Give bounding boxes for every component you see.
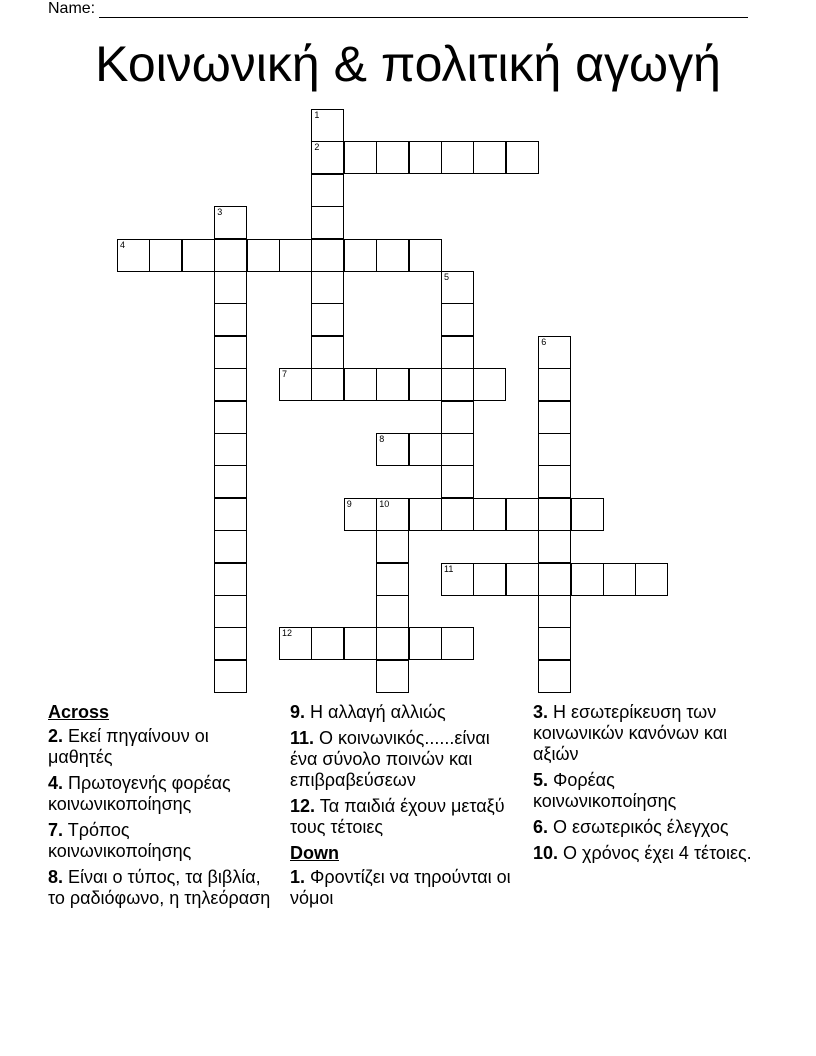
crossword-cell[interactable] bbox=[473, 141, 506, 174]
crossword-cell[interactable] bbox=[441, 563, 474, 596]
clue-down-10 bbox=[533, 843, 759, 864]
clue-number: 1. bbox=[290, 867, 306, 887]
clue-text: Ο χρόνος έχει 4 τέτοιες. bbox=[563, 843, 752, 863]
crossword-cell[interactable] bbox=[214, 563, 247, 596]
clue-across-11 bbox=[290, 728, 516, 791]
crossword-cell[interactable] bbox=[214, 271, 247, 304]
clue-number: 7. bbox=[48, 820, 64, 840]
clues-column-3 bbox=[533, 702, 759, 869]
crossword-cell[interactable] bbox=[279, 368, 312, 401]
crossword-cell[interactable] bbox=[441, 303, 474, 336]
crossword-cell[interactable] bbox=[376, 627, 409, 660]
clue-number: 12. bbox=[290, 796, 316, 816]
crossword-cell[interactable] bbox=[538, 433, 571, 466]
cell-number: 9 bbox=[346, 498, 352, 509]
crossword-cell[interactable] bbox=[376, 563, 409, 596]
crossword-cell[interactable] bbox=[538, 401, 571, 434]
crossword-cell[interactable] bbox=[117, 239, 150, 272]
crossword-cell[interactable] bbox=[311, 109, 344, 142]
crossword-cell[interactable] bbox=[311, 141, 344, 174]
crossword-cell[interactable] bbox=[344, 239, 377, 272]
crossword-cell[interactable] bbox=[182, 239, 215, 272]
crossword-cell[interactable] bbox=[441, 433, 474, 466]
crossword-cell[interactable] bbox=[538, 336, 571, 369]
crossword-cell[interactable] bbox=[506, 141, 539, 174]
clue-number: 3. bbox=[533, 702, 549, 722]
crossword-cell[interactable] bbox=[441, 271, 474, 304]
crossword-cell[interactable] bbox=[603, 563, 636, 596]
crossword-cell[interactable] bbox=[247, 239, 280, 272]
page-title: Κοινωνική & πολιτική αγωγή bbox=[95, 36, 721, 92]
crossword-cell[interactable] bbox=[571, 498, 604, 531]
crossword-cell[interactable] bbox=[473, 498, 506, 531]
clue-across-8 bbox=[48, 867, 274, 909]
cell-number: 1 bbox=[314, 110, 320, 120]
clue-down-5 bbox=[533, 770, 759, 812]
crossword-cell[interactable] bbox=[311, 303, 344, 336]
cell-number: 7 bbox=[282, 369, 288, 380]
crossword-cell[interactable] bbox=[376, 530, 409, 563]
crossword-cell[interactable] bbox=[538, 498, 571, 531]
crossword-cell[interactable] bbox=[344, 627, 377, 660]
crossword-cell[interactable] bbox=[473, 563, 506, 596]
crossword-cell[interactable] bbox=[441, 465, 474, 498]
crossword-cell[interactable] bbox=[344, 498, 377, 531]
clue-text: Τα παιδιά έχουν μεταξύ τους τέτοιες bbox=[290, 796, 505, 837]
crossword-cell[interactable] bbox=[506, 498, 539, 531]
clue-down-6 bbox=[533, 817, 759, 838]
crossword-cell[interactable] bbox=[214, 336, 247, 369]
clue-across-4 bbox=[48, 773, 274, 815]
crossword-cell[interactable] bbox=[311, 271, 344, 304]
cell-number: 8 bbox=[379, 434, 385, 444]
crossword-cell[interactable] bbox=[409, 239, 442, 272]
crossword-cell[interactable] bbox=[214, 530, 247, 563]
clue-down-3 bbox=[533, 702, 759, 765]
clue-text: Φορέας κοινωνικοποίησης bbox=[533, 770, 677, 811]
crossword-cell[interactable] bbox=[441, 627, 474, 660]
crossword-cell[interactable] bbox=[376, 239, 409, 272]
crossword-cell[interactable] bbox=[376, 141, 409, 174]
clue-number: 11. bbox=[290, 728, 315, 748]
clue-text: Η αλλαγή αλλιώς bbox=[310, 702, 446, 722]
crossword-cell[interactable] bbox=[214, 433, 247, 466]
clues-column-2 bbox=[290, 702, 516, 914]
crossword-cell[interactable] bbox=[214, 627, 247, 660]
crossword-cell[interactable] bbox=[214, 660, 247, 693]
crossword-cell[interactable] bbox=[376, 595, 409, 628]
crossword-cell[interactable] bbox=[473, 368, 506, 401]
crossword-cell[interactable] bbox=[214, 368, 247, 401]
clue-text: Ο κοινωνικός......είναι ένα σύνολο ποινών και επιβραβεύσεων bbox=[290, 728, 490, 790]
cell-number: 3 bbox=[217, 207, 223, 218]
clue-number: 2. bbox=[48, 726, 64, 746]
crossword-cell[interactable] bbox=[376, 498, 409, 531]
crossword-cell[interactable] bbox=[214, 401, 247, 434]
crossword-cell[interactable] bbox=[506, 563, 539, 596]
name-underline[interactable] bbox=[99, 2, 748, 18]
crossword-cell[interactable] bbox=[344, 141, 377, 174]
crossword-cell[interactable] bbox=[214, 206, 247, 239]
name-label: Name: bbox=[48, 0, 96, 17]
clue-text: Τρόπος κοινωνικοποίησης bbox=[48, 820, 192, 861]
cell-number: 4 bbox=[120, 239, 126, 250]
crossword-cell[interactable] bbox=[279, 627, 312, 660]
clue-number: 4. bbox=[48, 773, 64, 793]
down-heading: Down bbox=[290, 843, 339, 863]
cell-number: 12 bbox=[282, 628, 293, 639]
crossword-cell[interactable] bbox=[376, 660, 409, 693]
crossword-cell[interactable] bbox=[538, 627, 571, 660]
clue-across-12 bbox=[290, 796, 516, 838]
crossword-cell[interactable] bbox=[538, 563, 571, 596]
clue-text: Φροντίζει να τηρούνται οι νόμοι bbox=[290, 867, 511, 908]
crossword-cell[interactable] bbox=[538, 530, 571, 563]
crossword-cell[interactable] bbox=[409, 498, 442, 531]
clue-number: 5. bbox=[533, 770, 549, 790]
name-field[interactable] bbox=[48, 0, 748, 18]
clue-number: 8. bbox=[48, 867, 64, 887]
cell-number: 11 bbox=[444, 563, 454, 574]
clues-column-1 bbox=[48, 702, 274, 914]
crossword-cell[interactable] bbox=[214, 465, 247, 498]
clue-text: Ο εσωτερικός έλεγχος bbox=[553, 817, 729, 837]
cell-number: 2 bbox=[314, 142, 320, 153]
cell-number: 10 bbox=[379, 498, 390, 509]
crossword-cell[interactable] bbox=[214, 498, 247, 531]
crossword-cell[interactable] bbox=[214, 595, 247, 628]
clue-number: 9. bbox=[290, 702, 306, 722]
crossword-cell[interactable] bbox=[279, 239, 312, 272]
clue-text: Η εσωτερίκευση των κοινωνικών κανόνων και αξιών bbox=[533, 702, 728, 764]
crossword-cell[interactable] bbox=[311, 174, 344, 207]
crossword-cell[interactable] bbox=[538, 368, 571, 401]
crossword-cell[interactable] bbox=[311, 239, 344, 272]
clue-text: Είναι ο τύπος, τα βιβλία, το ραδιόφωνο, η τηλεόραση bbox=[48, 867, 271, 908]
clue-down-1 bbox=[290, 867, 516, 909]
cell-number: 6 bbox=[541, 336, 547, 347]
crossword-cell[interactable] bbox=[441, 368, 474, 401]
crossword-cell[interactable] bbox=[441, 141, 474, 174]
crossword-cell[interactable] bbox=[311, 206, 344, 239]
crossword-cell[interactable] bbox=[538, 595, 571, 628]
crossword-cell[interactable] bbox=[311, 368, 344, 401]
clue-text: Πρωτογενής φορέας κοινωνικοποίησης bbox=[48, 773, 231, 814]
crossword-cell[interactable] bbox=[214, 239, 247, 272]
across-heading: Across bbox=[48, 702, 110, 722]
crossword-cell[interactable] bbox=[409, 141, 442, 174]
crossword-cell[interactable] bbox=[441, 498, 474, 531]
crossword-cell[interactable] bbox=[311, 336, 344, 369]
crossword-cell[interactable] bbox=[538, 660, 571, 693]
crossword-cell[interactable] bbox=[441, 336, 474, 369]
crossword-cell[interactable] bbox=[409, 627, 442, 660]
clue-text: Εκεί πηγαίνουν οι μαθητές bbox=[48, 726, 209, 767]
crossword-cell[interactable] bbox=[214, 303, 247, 336]
clue-across-7 bbox=[48, 820, 274, 862]
crossword-cell[interactable] bbox=[149, 239, 182, 272]
crossword-cell[interactable] bbox=[571, 563, 604, 596]
crossword-cell[interactable] bbox=[538, 465, 571, 498]
crossword-cell[interactable] bbox=[376, 433, 409, 466]
clue-number: 10. bbox=[533, 843, 559, 863]
crossword-cell[interactable] bbox=[376, 368, 409, 401]
clue-across-2 bbox=[48, 726, 274, 768]
crossword-cell[interactable] bbox=[344, 368, 377, 401]
crossword-cell[interactable] bbox=[409, 433, 442, 466]
clue-number: 6. bbox=[533, 817, 549, 837]
crossword-cell[interactable] bbox=[635, 563, 668, 596]
crossword-cell[interactable] bbox=[311, 627, 344, 660]
crossword-cell[interactable] bbox=[409, 368, 442, 401]
clue-across-9 bbox=[290, 702, 516, 723]
cell-number: 5 bbox=[444, 272, 450, 282]
crossword-cell[interactable] bbox=[441, 401, 474, 434]
